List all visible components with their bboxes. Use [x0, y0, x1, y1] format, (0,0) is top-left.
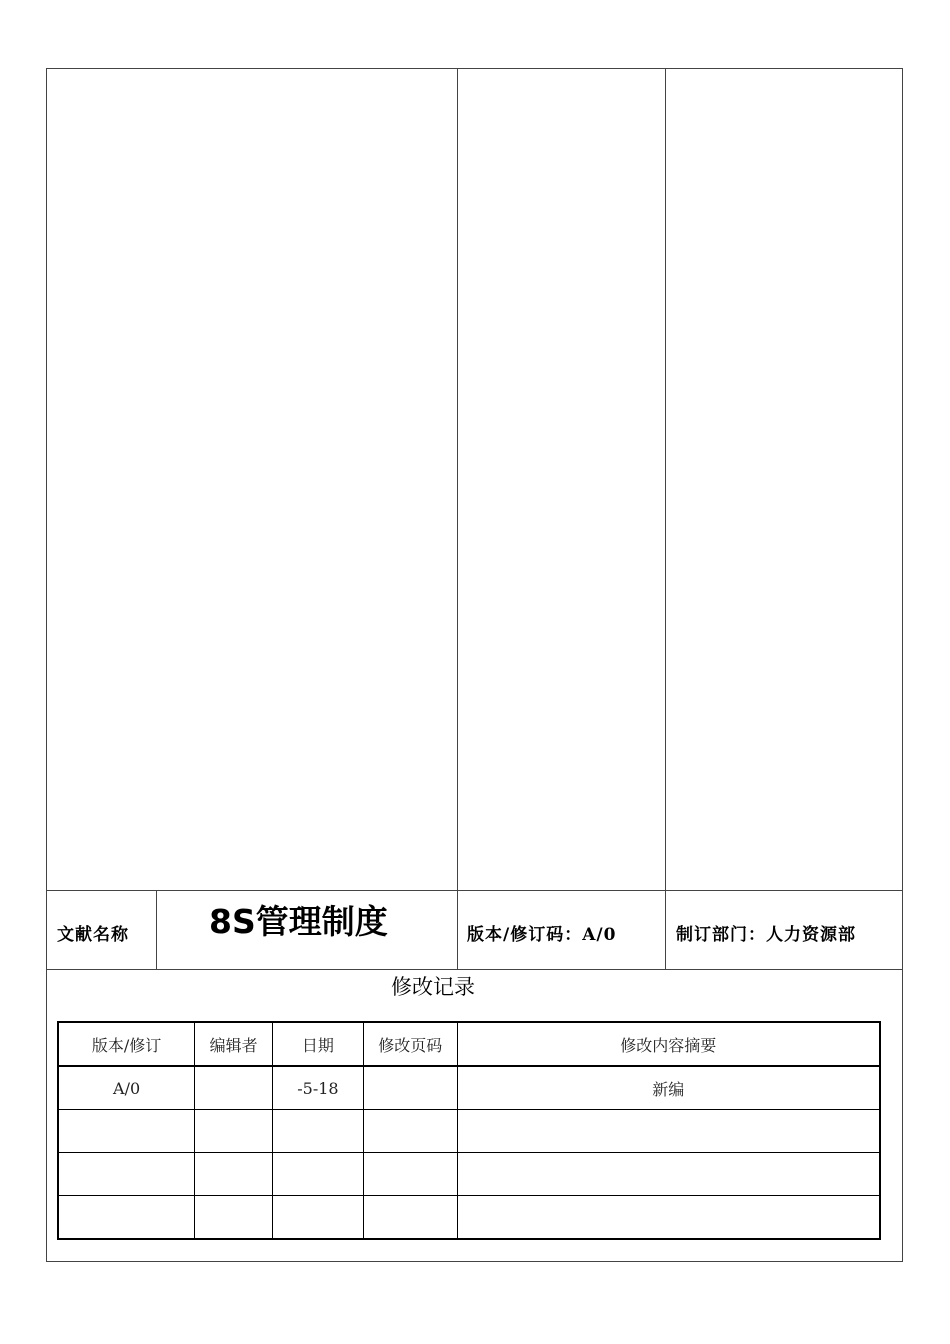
table-row — [58, 1153, 880, 1196]
cell-summary: 新编 — [457, 1066, 880, 1110]
cell-date — [273, 1110, 364, 1153]
cell-editor — [195, 1196, 273, 1240]
table-row — [58, 1196, 880, 1240]
cell-version: A/0 — [58, 1066, 195, 1110]
column-header-version: 版本/修订 — [58, 1022, 195, 1066]
divider-header-label — [156, 890, 157, 970]
cell-version — [58, 1110, 195, 1153]
version-label: 版本/修订码：A/0 — [467, 925, 617, 945]
column-header-editor: 编辑者 — [195, 1022, 273, 1066]
table-header-row — [58, 1022, 880, 1066]
doc-title: 8S管理制度 — [209, 902, 388, 941]
cell-editor — [195, 1153, 273, 1196]
cell-summary — [457, 1153, 880, 1196]
cell-summary — [457, 1110, 880, 1153]
column-header-summary: 修改内容摘要 — [457, 1022, 880, 1066]
cell-pages — [363, 1110, 457, 1153]
header-bottom-line — [47, 969, 902, 970]
cell-pages — [363, 1153, 457, 1196]
divider-upper-1 — [457, 69, 458, 970]
cell-version — [58, 1196, 195, 1240]
column-header-date: 日期 — [273, 1022, 364, 1066]
revision-section-title: 修改记录 — [391, 975, 475, 999]
cell-date: -5-18 — [273, 1066, 364, 1110]
cell-summary — [457, 1196, 880, 1240]
cell-pages — [363, 1066, 457, 1110]
cell-date — [273, 1196, 364, 1240]
cell-version — [58, 1153, 195, 1196]
cell-pages — [363, 1196, 457, 1240]
cell-date — [273, 1153, 364, 1196]
header-top-line — [47, 890, 902, 891]
department-label: 制订部门：人力资源部 — [676, 925, 856, 945]
doc-name-label: 文献名称 — [57, 925, 129, 945]
revision-table — [57, 1021, 881, 1240]
table-row — [58, 1066, 880, 1110]
cell-editor — [195, 1110, 273, 1153]
table-row — [58, 1110, 880, 1153]
cell-editor — [195, 1066, 273, 1110]
column-header-pages: 修改页码 — [363, 1022, 457, 1066]
divider-upper-2 — [665, 69, 666, 970]
